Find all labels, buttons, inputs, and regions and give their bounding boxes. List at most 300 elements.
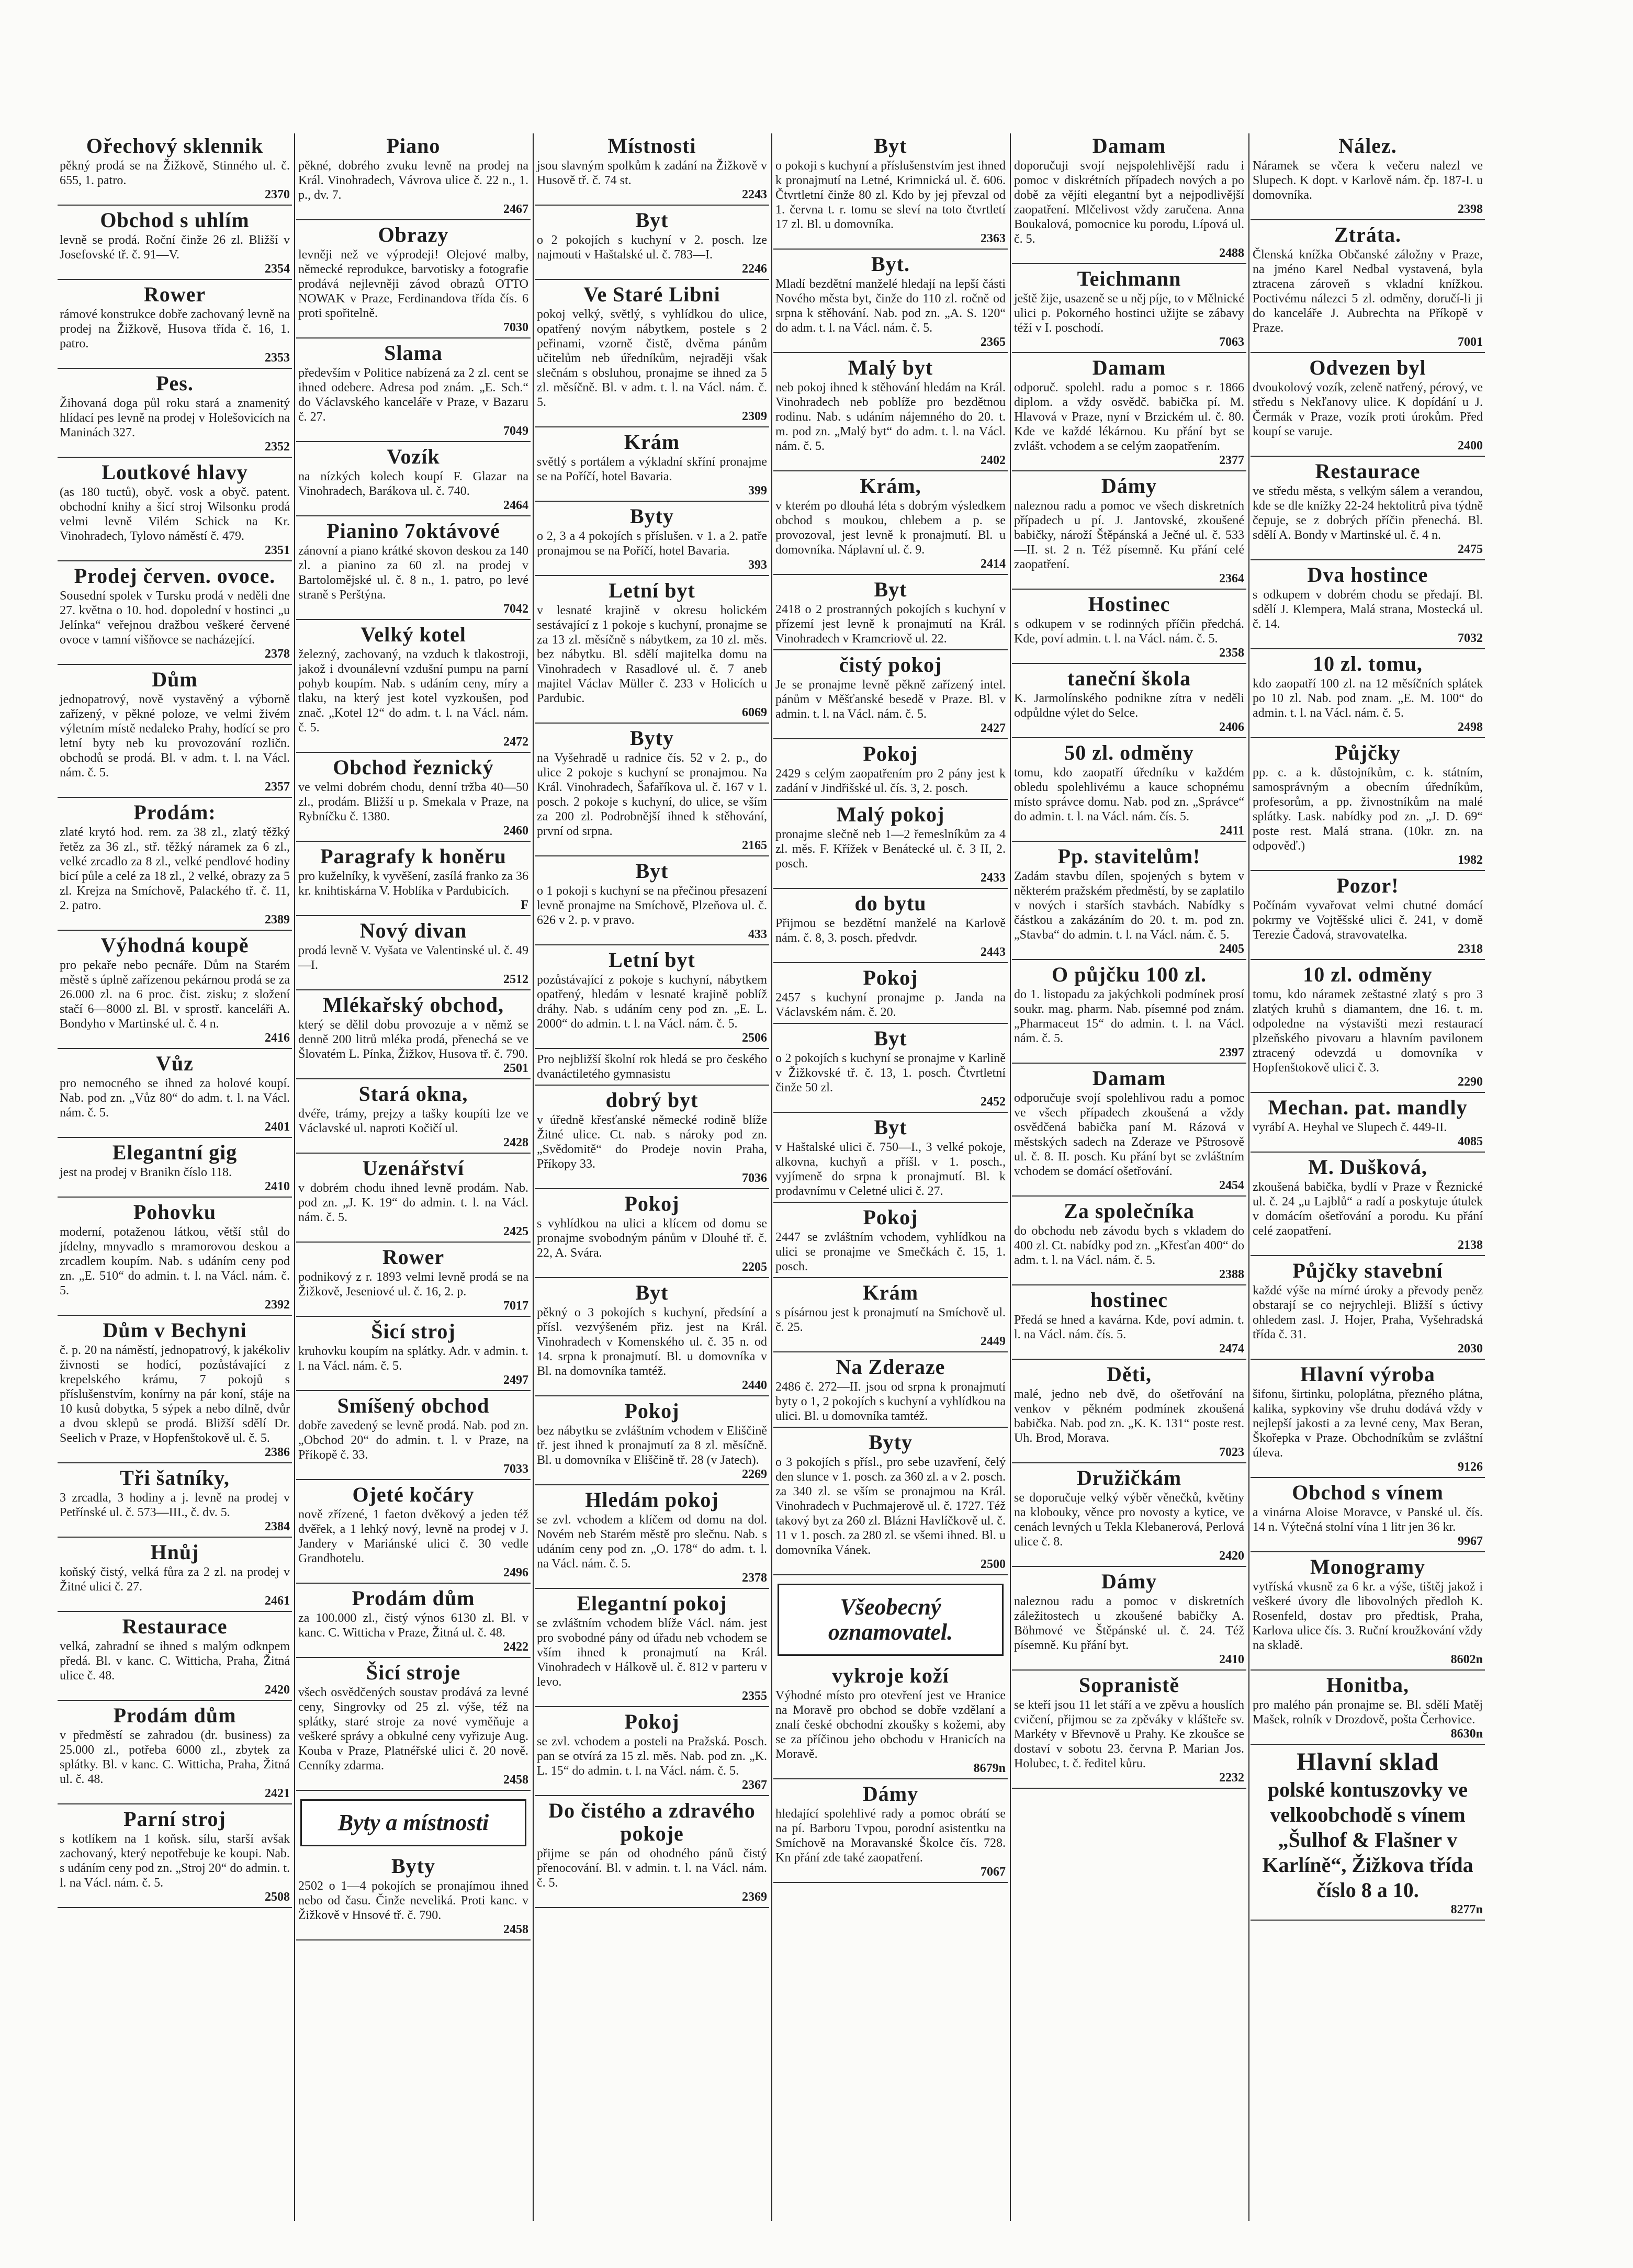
classified-ad bbox=[296, 756, 531, 842]
classified-ad bbox=[1251, 563, 1485, 649]
ad-heading: Rower bbox=[382, 1245, 445, 1269]
classified-ad bbox=[296, 1082, 531, 1154]
ad-heading: Obchod s vínem bbox=[1292, 1481, 1444, 1504]
ad-code: 2030 bbox=[1458, 1342, 1483, 1356]
classified-ad bbox=[1251, 356, 1485, 457]
ad-text: 2429 s celým zaopatřením pro 2 pány jest k zadání v Jindřišské ul. čís. 3, 2. posch. bbox=[775, 767, 1006, 795]
ad-code: 2269 bbox=[742, 1468, 767, 1481]
ad-text: pro pekaře nebo pecnáře. Dům na Starém městě s úplně zařízenou pekárnou prodá se za 26.000 zl. na 6 proc. čist. zisku; z složení stačí 6—8000 zl. Bl. v sprostř. kanceláři A. Bondyho v Martinské ul. č. 4 n. bbox=[60, 958, 290, 1031]
ad-text: přijme se pán od ohodného pánů čistý přenocování. Bl. v admin. t. l. na Václ. nám. č. 5. bbox=[537, 1847, 767, 1890]
ad-text: rámové konstrukce dobře zachovaný levně na prodej na Žižkově, Husova třída č. 16, 1. patro. bbox=[60, 308, 290, 351]
ad-text: Předá se hned a kavárna. Kde, poví admin. t. l. na Václ. nám. čís. 5. bbox=[1014, 1313, 1244, 1341]
ad-heading: Byt. bbox=[871, 252, 910, 276]
ad-text: doporučuji svojí nejspolehlivější radu i pomoc v diskrétních případech nových a po době za vějíti elegantní byt a nejpodlivější zaopatření. Mlčelivost vždy zaručena. Anna Boukalová, pomocnice ku porodu, Lípová ul. č. 5. bbox=[1014, 159, 1244, 246]
ad-code: F bbox=[521, 898, 528, 912]
ad-heading: Prodám: bbox=[133, 800, 216, 824]
classified-ad bbox=[1251, 223, 1485, 353]
ad-heading: Honitba, bbox=[1326, 1673, 1410, 1697]
ad-text: o 1 pokoji s kuchyní se na přečinou přesazení levně pronajme na Smíchově, Plzeňova ul. č. 626 v 2. p. v pravo. bbox=[537, 884, 767, 927]
ad-heading: Letní byt bbox=[609, 948, 695, 972]
ad-text: pěkné, dobrého zvuku levně na prodej na Král. Vinohradech, Vávrova ulice č. 22 n., 1. p., dv. 7. bbox=[298, 159, 528, 202]
ad-heading: Paragrafy k honěru bbox=[320, 844, 506, 868]
ad-heading: Dům bbox=[152, 668, 198, 691]
classified-ad bbox=[535, 1281, 769, 1396]
classified-ad bbox=[1251, 652, 1485, 738]
classified-ad bbox=[1251, 460, 1485, 560]
ad-text: 2418 o 2 prostranných pokojích s kuchyní v přízemí jest levně k pronajmutí na Král. Vinohradech v Kramcriově ul. 22. bbox=[775, 603, 1006, 646]
ad-text: pokoj velký, světlý, s vyhlídkou do ulice, opatřený novým nábytkem, postele s 2 peřinami, vzorně čistě, dvěma pánům učitelům neb úředníkům, nejraději však slečnám s obsluhou, pronajme se ihned za 5 zl. měsíčně. Bl. v adm. t. l. na Václ. nám. č. 5. bbox=[537, 308, 767, 409]
ad-text: odporuč. spolehl. radu a pomoc s r. 1866 diplom. a vždy osvědč. babička pí. M. Hlavová v Praze, nyní v Brzickém ul. č. 80. Kde ve každé lékárnou. Ku přání byt se zvlášt. vchodem a se celým zaopatřením. bbox=[1014, 381, 1244, 453]
ad-heading: Obchod s uhlím bbox=[100, 208, 250, 232]
ad-code: 2440 bbox=[742, 1379, 767, 1392]
ad-text: levně se prodá. Roční činže 26 zl. Bližší v Josefovské tř. č. 91—V. bbox=[60, 233, 290, 262]
ad-code: 7017 bbox=[503, 1299, 528, 1313]
classified-ad bbox=[535, 860, 769, 945]
ad-code: 2449 bbox=[981, 1335, 1006, 1348]
ad-code: 7030 bbox=[503, 321, 528, 334]
ad-text: do 1. listopadu za jakýchkoli podmínek prosí soukr. mag. pharm. Nab. písemné pod znám. „Pharmaceut 15“ do admin. t. l. na Václ. nám. č. 5. bbox=[1014, 988, 1244, 1045]
classified-ad bbox=[1251, 1259, 1485, 1360]
ad-heading: Výhodná koupě bbox=[100, 933, 249, 957]
ad-text: levněji než ve výprodeji! Olejové malby, německé reprodukce, barvotisky a fotografie prodává nejlevněji závod obrazů OTTO NOWAK v Praze, Ferdinandova třída čís. 6 proti spořitelně. bbox=[298, 248, 528, 320]
classified-ad bbox=[58, 668, 292, 798]
ad-heading: Hnůj bbox=[150, 1540, 199, 1564]
classified-ad bbox=[296, 1394, 531, 1480]
ad-code: 2414 bbox=[981, 557, 1006, 571]
ad-text: jest na prodej v Branikn číslo 118. bbox=[60, 1166, 232, 1179]
ad-code: 2358 bbox=[1219, 646, 1244, 660]
ad-text: (as 180 tuctů), obyč. vosk a obyč. patent. obchodní knihy a šicí stroj Wilsonku prodá velmi levně Vilém Schick na Kr. Vinohradech, Tylovo náměstí č. 479. bbox=[60, 486, 290, 543]
ad-heading: Piano bbox=[386, 134, 441, 157]
ad-heading: Pokoj bbox=[863, 1205, 918, 1229]
classified-ad bbox=[773, 803, 1008, 889]
ad-heading: vykroje koží bbox=[832, 1664, 949, 1687]
ad-text: vytříská vkusně za 6 kr. a výše, tištěj jakož i veškeré úvory dle libovolných předloh K. Rosenfeld, dostav pro předtisk, Praha, Karlova ulice čís. 3. Ruční kroužkování vždy na skladě. bbox=[1253, 1580, 1483, 1652]
classified-ad bbox=[58, 134, 292, 206]
classified-ad bbox=[1251, 963, 1485, 1093]
ad-heading: Prodám dům bbox=[352, 1586, 475, 1610]
ad-code: 2388 bbox=[1219, 1268, 1244, 1281]
ad-code: 2425 bbox=[503, 1225, 528, 1238]
classified-ad bbox=[58, 372, 292, 458]
classified-ad bbox=[58, 283, 292, 369]
classified-ad bbox=[1012, 356, 1246, 471]
ad-text: pronajme slečně neb 1—2 řemeslníkům za 4 zl. měs. F. Křížek v Benátecké ul. č. 3 II, 2. posch. bbox=[775, 828, 1006, 871]
ad-text: bez nábytku se zvláštním vchodem v Eliščině tř. jest ihned k pronajmutí za 8 zl. měsíčně. Bl. u domovníka v Eliščině tř. 28 (v Jatech). bbox=[537, 1424, 767, 1467]
classified-ad bbox=[1012, 1289, 1246, 1360]
ad-heading: Elegantní pokoj bbox=[577, 1592, 727, 1615]
ad-text: neb pokoj ihned k stěhování hledám na Král. Vinohradech neb poblíže pro bezdětnou rodinu. Nab. s udáním nájemného do 20. t. m. pod zn. „Malý byt“ do adm. t. l. na Václ. nám. č. 5. bbox=[775, 381, 1006, 453]
ad-text: se doporučuje velký výběr věnečků, květiny na klobouky, věnce pro novosty a kytice, ve cenách levných u Tekla Klebanerová, Perlová ulice č. 8. bbox=[1014, 1491, 1244, 1549]
classified-ad bbox=[58, 1541, 292, 1612]
ad-code: 2461 bbox=[265, 1594, 290, 1608]
ad-heading: Obrazy bbox=[378, 223, 449, 246]
ad-code: 2246 bbox=[742, 262, 767, 276]
ad-text: zlaté krytó hod. rem. za 38 zl., zlatý těžký řetěz za 36 zl., stř. těžký náramek za 6 zl., velké zrcadlo za 8 zl., velké pendlové hodiny bicí půle a celé za 18 zl., 2 velké, obrazy za 5 zl. Krejza na Smíchově, Palackého tř. č. 11, 2. patro. bbox=[60, 826, 290, 912]
classified-ad bbox=[1251, 1674, 1485, 1745]
ad-heading: Byt bbox=[874, 1026, 907, 1050]
ad-text: pozůstávající z pokoje s kuchyní, nábytkem opatřený, hledám v lesnaté krajině poblíž dráhy. Nab. s udáním ceny pod zn. „E. L. 2000“ do admin. t. l. na Václ. nám. č. 5. bbox=[537, 973, 767, 1031]
ad-code: 2369 bbox=[742, 1890, 767, 1904]
ad-code: 2357 bbox=[265, 780, 290, 794]
ad-code: 2402 bbox=[981, 454, 1006, 467]
classified-ad bbox=[1012, 1067, 1246, 1197]
column-rule bbox=[294, 133, 295, 2221]
classified-ad bbox=[58, 934, 292, 1049]
classified-ad bbox=[58, 1201, 292, 1316]
classified-ad bbox=[58, 1141, 292, 1198]
ad-heading: Nový divan bbox=[359, 919, 467, 942]
ad-heading: Byty bbox=[391, 1854, 435, 1878]
ad-text: dvoukolový vozík, zeleně natřený, pérový, ve středu s Nekľanovy ulice. K dopídání u J. Čermák v Praze, vozík proti úrokům. Před koupí se varuje. bbox=[1253, 381, 1483, 438]
ad-heading: Pp. stavitelům! bbox=[1057, 844, 1201, 868]
ad-heading: 10 zl. tomu, bbox=[1313, 652, 1423, 675]
ad-text: každé výše na mírné úroky a převody peněz obstarají se co nejrychleji. Bližší s úctivy ohledem zasl. J. Hojer, Praha, Vyšehradská třída č. 31. bbox=[1253, 1284, 1483, 1341]
ad-text: 2447 se zvláštním vchodem, vyhlídkou na ulici se pronajme ve Smečkách č. 15, 1. posch. bbox=[775, 1231, 1006, 1273]
classified-ad bbox=[535, 1400, 769, 1485]
ad-heading: Smíšený obchod bbox=[337, 1394, 490, 1417]
ad-heading: Pokoj bbox=[624, 1192, 680, 1215]
ad-text: Pro nejbližší školní rok hledá se pro českého dvanáctiletého gymnasistu bbox=[537, 1053, 767, 1081]
ad-text: šifonu, širtinku, poloplátna, přezného plátna, kalika, sypkoviny vše druhu dodává vždy v nejlepší jakosti a za levné ceny, Max Beran, Škořepka v Praze. Obchodníkům se zvláštní úleva. bbox=[1253, 1387, 1483, 1460]
ad-text: pěkný prodá se na Žižkově, Stinného ul. č. 655, 1. patro. bbox=[60, 159, 290, 187]
classified-ad bbox=[296, 342, 531, 442]
classified-ad bbox=[535, 1052, 769, 1086]
classified-ad bbox=[773, 356, 1008, 471]
ad-text: prodá levně V. Vyšata ve Valentinské ul. č. 49—I. bbox=[298, 944, 528, 972]
classified-ad bbox=[1251, 1156, 1485, 1256]
ad-text: Sousední spolek v Tursku prodá v neděli dne 27. května o 10. hod. dopolední v hostinci „u Jelínka“ veřejnou dražbou veškeré červené ovoce v tamní višňovce se nacházející. bbox=[60, 589, 290, 647]
ad-text: o 2 pokojích s kuchyní se pronajme v Karlině v Žižkovské tř. č. 13, 1. posch. Čtvrtletní činže 50 zl. bbox=[775, 1052, 1006, 1094]
ad-text: zkoušená babička, bydlí v Praze v Řeznické ul. č. 24 „u Lajblů“ a radí a poskytuje útulek v domácím ošetřování a porodu. Ku přání celé zaopatření. bbox=[1253, 1180, 1483, 1238]
classified-ad bbox=[296, 1157, 531, 1243]
column-2 bbox=[296, 133, 531, 2221]
ad-text: v dobrém chodu ihned levně prodám. Nab. pod zn. „J. K. 19“ do admin. t. l. na Václ. nám. č. 5. bbox=[298, 1181, 528, 1224]
ad-code: 2416 bbox=[265, 1031, 290, 1045]
ad-heading: M. Dušková, bbox=[1308, 1155, 1427, 1179]
classified-ad bbox=[1251, 1363, 1485, 1478]
ad-code: 2506 bbox=[742, 1031, 767, 1045]
ad-code: 2318 bbox=[1458, 942, 1483, 956]
ad-text: 3 zrcadla, 3 hodiny a j. levně na prodej v Petřínské ul. č. 573—III., č. dv. 5. bbox=[60, 1491, 290, 1519]
column-rule bbox=[1010, 133, 1011, 2221]
ad-heading: Krám bbox=[862, 1281, 919, 1304]
ad-heading: hostinec bbox=[1090, 1288, 1168, 1312]
ad-code: 2460 bbox=[503, 824, 528, 838]
ad-code: 399 bbox=[748, 484, 767, 498]
classified-ad bbox=[535, 209, 769, 280]
classified-ad bbox=[773, 966, 1008, 1024]
ad-text: na Vyšehradě u radnice čís. 52 v 2. p., do ulice 2 pokoje s kuchyní se pronajmou. Na Král. Vinohradech, Šafaříkova ul. č. 167 v 1. posch. 2 pokoje s kuchyní, do ulice, se vším za 200 zl. Podrobnější ihned k stěhování, první od srpna. bbox=[537, 751, 767, 838]
ad-heading: Ořechový sklennik bbox=[86, 134, 264, 157]
classified-ad bbox=[773, 1782, 1008, 1883]
ad-code: 2496 bbox=[503, 1566, 528, 1579]
ad-heading: Tři šatníky, bbox=[120, 1466, 230, 1490]
ad-code: 8602n bbox=[1450, 1653, 1483, 1666]
ad-code: 393 bbox=[748, 558, 767, 572]
ad-heading: Restaurace bbox=[122, 1615, 228, 1638]
ad-code: 8679n bbox=[973, 1762, 1006, 1775]
ad-text: za 100.000 zl., čistý výnos 6130 zl. Bl. v kanc. C. Wittichа v Praze, Žitná ul. č. 48. bbox=[298, 1611, 528, 1640]
classified-ad bbox=[535, 579, 769, 724]
ad-heading: Odvezen byl bbox=[1309, 356, 1426, 379]
column-5 bbox=[1012, 133, 1246, 2221]
ad-text: č. p. 20 na náměstí, jednopatrový, k jakékoliv živnosti se hodící, pozůstávající z krepelského krámu, 7 pokojů s příslušenstvím, konírny na pár koní, stáje na 10 kusů dobytka, 5 sýpek a nebo dílně, dvůr a dvou sklepů se prodá. Bližší sdělí Dr. Seelich v Praze, v Hopfenštokově ul. č. 5. bbox=[60, 1344, 290, 1445]
ad-text: velká, zahradní se ihned s malým odknpem předá. Bl. v kanc. C. Witticha, Praha, Žitná ulice č. 48. bbox=[60, 1640, 290, 1683]
ad-heading: Malý pokoj bbox=[836, 803, 945, 826]
ad-code: 2401 bbox=[265, 1120, 290, 1134]
ad-code: 2433 bbox=[981, 871, 1006, 885]
ad-code: 2458 bbox=[503, 1923, 528, 1936]
classified-ad bbox=[535, 283, 769, 427]
ad-heading: Letní byt bbox=[609, 579, 695, 602]
ad-heading: dobrý byt bbox=[605, 1088, 699, 1112]
classified-ad bbox=[296, 623, 531, 753]
ad-heading: Místnosti bbox=[607, 134, 696, 157]
ad-heading: Pohovku bbox=[133, 1200, 217, 1224]
classified-ad bbox=[1251, 134, 1485, 220]
ad-heading: Pes. bbox=[156, 371, 194, 395]
classified-ad bbox=[1251, 1555, 1485, 1671]
classified-ad bbox=[58, 1052, 292, 1138]
ad-code: 2464 bbox=[503, 499, 528, 512]
ad-heading: Pokoj bbox=[624, 1399, 680, 1423]
classified-ad bbox=[58, 209, 292, 280]
ad-code: 2205 bbox=[742, 1260, 767, 1274]
ad-text: železný, zachovaný, na vzduch k tlakostroji, jakož i dvounálevní vzdušní pumpu na parní pohyb koupím. Nab. s udáním ceny, míry a tlaku, na který jest kotel vyzkoušen, pod znač. „Kotel 12“ do adm. t. l. na Václ. nám. č. 5. bbox=[298, 648, 528, 735]
classified-ad bbox=[296, 919, 531, 990]
classified-ad bbox=[773, 1206, 1008, 1278]
ad-code: 2370 bbox=[265, 188, 290, 201]
ad-code: 2138 bbox=[1458, 1238, 1483, 1252]
ad-text: jednopatrový, nově vystavěný a výborně zařízený, v pěkné poloze, ve velmi živém výletním místě nedaleko Prahy, hodící se pro letní byty neb ku provozování rozličn. obchodů se prodá. Bl. v adm. t. l. na Václ. nám. č. 5. bbox=[60, 693, 290, 780]
ad-text: se zvl. vchodem a klíčem od domu na dol. Novém neb Starém městě pro slečnu. Nab. s udáním ceny pod zn. „O. 178“ do adm. t. l. na Václ. nám. č. 5. bbox=[537, 1513, 767, 1571]
classified-ad bbox=[1012, 267, 1246, 353]
ad-heading: O půjčku 100 zl. bbox=[1051, 963, 1207, 986]
classified-ad bbox=[535, 1799, 769, 1908]
ad-heading: Dámy bbox=[1101, 474, 1157, 498]
column-rule bbox=[771, 133, 772, 2221]
ad-text: nově zřízené, 1 faeton dvěkový a jeden též dvěřek, a 1 lehký nový, levně na prodej v J. Jandery v Mariánské ulici č. 30 vedle Grandhotelu. bbox=[298, 1508, 528, 1565]
classified-ad bbox=[535, 134, 769, 206]
ad-text: naleznou radu a pomoc v diskretních záležitostech u zkoušené babičky A. Böhmové ve Štěpánské ul. č. 24. Též písemně. Ku přání byt. bbox=[1014, 1595, 1244, 1652]
ad-heading: Dámy bbox=[1101, 1570, 1157, 1593]
ad-heading: Družičkám bbox=[1076, 1466, 1182, 1490]
ad-text: se kteří jsou 11 let stáří a ve zpěvu a houslích cvičení, přijmou se za zpěváky v klášteře sv. Markéty v Břevnově u Prahy. Ke zkoušce se dostaví v sobotu 23. června P. Marian Jos. Holubec, t. č. ředitel kůru. bbox=[1014, 1698, 1244, 1770]
column-1 bbox=[58, 133, 292, 2221]
ad-code: 2384 bbox=[265, 1520, 290, 1533]
classified-ad bbox=[296, 445, 531, 516]
ad-text: v úředně křesťanské německé rodině blíže Žitné ulice. Ct. nab. s nároky pod zn. „Svědomitě“ do Prodeje novin Praha, Příkopy 33. bbox=[537, 1113, 767, 1171]
ad-code: 2378 bbox=[742, 1571, 767, 1585]
ad-code: 2405 bbox=[1219, 942, 1244, 956]
ad-code: 1982 bbox=[1458, 853, 1483, 867]
ad-text: o 2, 3 a 4 pokojích s příslušen. v 1. a 2. patře pronajmou se na Poříčí, hotel Bavaria. bbox=[537, 529, 767, 558]
ad-code: 2500 bbox=[981, 1558, 1006, 1571]
classified-ad bbox=[1012, 741, 1246, 842]
ad-text: 2486 č. 272—II. jsou od srpna k pronajmutí byty o 1, 2 pokojích s kuchyní a vyhlídkou na ulici. Bl. u domovníka tamtéž. bbox=[775, 1380, 1006, 1423]
ad-code: 433 bbox=[748, 928, 767, 941]
ad-code: 2427 bbox=[981, 721, 1006, 735]
classified-ad bbox=[773, 134, 1008, 250]
classified-ad bbox=[296, 1587, 531, 1658]
ad-text: kruhovku koupím na splátky. Adr. v admin. t. l. na Václ. nám. č. 5. bbox=[298, 1345, 528, 1373]
classified-ad bbox=[535, 1192, 769, 1278]
ad-heading: Stará okna, bbox=[358, 1082, 468, 1105]
ad-heading: Do čistého a zdravého pokoje bbox=[548, 1799, 756, 1845]
ad-code: 2367 bbox=[742, 1778, 767, 1792]
ad-text: pěkný o 3 pokojích s kuchyní, předsíní a přísl. vezvýšeném přiz. jest na Král. Vinohradech v Komenského ul. č. 35 n. od 14. srpna k pronajmutí. Bl. u domovníka v Bl. na domovníka tamtéž. bbox=[537, 1306, 767, 1378]
classified-ad bbox=[535, 1488, 769, 1589]
ad-text: se zvl. vchodem a posteli na Pražská. Posch. pan se otvírá za 15 zl. měs. Nab. pod zn. „K. L. 15“ do admin. t. l. na Václ. nám. č. 5. bbox=[537, 1735, 767, 1778]
ad-heading: Mechan. pat. mandly bbox=[1268, 1096, 1468, 1119]
classified-ad bbox=[296, 520, 531, 620]
ad-text: jsou slavným spolkům k zadání na Žižkově v Husově tř. č. 74 st. bbox=[537, 159, 767, 187]
classified-ad bbox=[535, 727, 769, 856]
ad-text: Zadám stavbu dílen, spojených s bytem v některém pražském předměstí, by se zaplatilo v nových i starších stavbách. Nabídky s částkou a zakázáním do 20. t. m. pod zn. „Stavba“ do admin. t. l. na Václ. nám. č. 5. bbox=[1014, 870, 1244, 942]
ad-heading: Krám bbox=[624, 430, 680, 454]
ad-text: naleznou radu a pomoc ve všech diskretních případech u pí. J. Jantovské, zkoušené babičky, nároží Štěpánská a Ječné ul. č. 533—II. st. 2 n. Též písemně. Ku přání celé zaopatření. bbox=[1014, 499, 1244, 571]
ad-heading: Prodám dům bbox=[113, 1703, 236, 1727]
ad-code: 2406 bbox=[1219, 720, 1244, 734]
ad-heading: Za společníka bbox=[1064, 1199, 1195, 1223]
classified-ad bbox=[296, 1246, 531, 1317]
classified-ad bbox=[58, 1704, 292, 1804]
ad-heading: Vozík bbox=[387, 445, 440, 468]
ad-code: 2392 bbox=[265, 1298, 290, 1312]
ad-heading: Byt bbox=[635, 859, 669, 883]
classified-ad bbox=[1012, 593, 1246, 664]
ad-text: podnikový z r. 1893 velmi levně prodá se na Žižkově, Jeseniové ul. č. 16, 2. p. bbox=[298, 1270, 528, 1299]
ad-heading: Byty bbox=[630, 726, 674, 750]
section-banner: Byty a místnosti bbox=[300, 1799, 526, 1846]
ad-code: 2165 bbox=[742, 839, 767, 852]
ad-code: 9967 bbox=[1458, 1534, 1483, 1548]
classified-ad bbox=[296, 134, 531, 220]
ad-code: 2410 bbox=[1219, 1653, 1244, 1666]
ad-text: s vyhlídkou na ulici a klícem od domu se pronajme svobodným pánům v Dlouhé tř. č. 22, A. Svára. bbox=[537, 1217, 767, 1260]
ad-heading: Pokoj bbox=[624, 1710, 680, 1733]
ad-code: 7032 bbox=[1458, 631, 1483, 645]
ad-code: 2353 bbox=[265, 351, 290, 365]
ad-heading: Damam bbox=[1092, 356, 1166, 379]
ad-text: Je se pronajme levně pěkně zařízený intel. pánům v Měšťanské besedě v Praze. Bl. v admin. t. l. na Václ. nám. č. 5. bbox=[775, 678, 1006, 721]
classified-ad bbox=[773, 1027, 1008, 1113]
ad-text: se zvláštním vchodem blíže Václ. nám. jest pro svobodné pány od úřadu neb vchodem se vším ihned k pronajmutí na Král. Vinohradech v Hálkově ul. č. 812 v parteru v levo. bbox=[537, 1617, 767, 1689]
ad-text: světlý s portálem a výkladní skříní pronajme se na Poříčí, hotel Bavaria. bbox=[537, 455, 767, 483]
ad-heading: čistý pokoj bbox=[839, 653, 942, 676]
ad-code: 8277n bbox=[1450, 1903, 1483, 1916]
ad-heading: 10 zl. odměny bbox=[1303, 963, 1433, 986]
classified-ad bbox=[773, 653, 1008, 739]
ad-heading: Slama bbox=[384, 341, 443, 365]
classified-ad bbox=[296, 845, 531, 916]
ad-heading: Velký kotel bbox=[361, 623, 466, 646]
ad-heading: Ve Staré Libni bbox=[583, 283, 720, 306]
ad-code: 2355 bbox=[742, 1689, 767, 1703]
ad-text: o pokoji s kuchyní a příslušenstvím jest ihned k pronajmutí na Letné, Krimnická ul. č. 606. Čtvrtletní činže 80 zl. Kdo by jej převzal od 1. června t. r. tomu se sleví na toto čtvrtletí 17 zl. Bl. u domovníka. bbox=[775, 159, 1006, 231]
ad-text: do obchodu neb závodu bych s vkladem do 400 zl. Ct. nabídky pod zn. „Křesťan 400“ do adm. t. l. na Václ. nám. č. 5. bbox=[1014, 1224, 1244, 1267]
ad-heading: Hlavní výroba bbox=[1300, 1362, 1435, 1386]
ad-text: v předměstí se zahradou (dr. business) za 25.000 zl., potřeba 6000 zl., zbytek za splátky. Bl. v kanc. C. Witticha, Praha, Žitná ul. č. 48. bbox=[60, 1729, 290, 1786]
ad-heading: Mlékařský obchod, bbox=[323, 993, 504, 1017]
classified-ad bbox=[1012, 1466, 1246, 1567]
ad-text: Přijmou se bezdětní manželé na Karlově nám. č. 8, 3. posch. předvdr. bbox=[775, 917, 1006, 945]
ad-code: 2498 bbox=[1458, 720, 1483, 734]
ad-heading: Byty bbox=[630, 504, 674, 528]
ad-code: 2508 bbox=[265, 1890, 290, 1904]
ad-code: 2290 bbox=[1458, 1075, 1483, 1089]
classified-ad bbox=[773, 578, 1008, 650]
ad-text: na nízkých kolech koupí F. Glazar na Vinohradech, Barákova ul. č. 740. bbox=[298, 470, 528, 498]
ad-text: Mladí bezdětní manželé hledají na lepší části Nového města byt, činže do 110 zl. ročně od srpna k stěhování. Nab. pod zn. „A. S. 120“ do adm. t. l. na Václ. nám. č. 5. bbox=[775, 277, 1006, 335]
ad-text: K. Jarmolínského podnikne zítra v neděli odpůldne výlet do Selce. bbox=[1014, 692, 1244, 720]
ad-heading: Damam bbox=[1092, 1066, 1166, 1090]
ad-heading: Elegantní gig bbox=[112, 1141, 238, 1164]
ad-text: o 2 pokojích s kuchyní v 2. posch. lze najmouti v Haštalské ul. č. 783—I. bbox=[537, 233, 767, 262]
ad-heading: Teichmann bbox=[1077, 267, 1181, 290]
ad-code: 8630n bbox=[1450, 1727, 1483, 1741]
ad-heading: Damam bbox=[1092, 134, 1166, 157]
classified-ad bbox=[58, 461, 292, 561]
ad-heading: Na Zderaze bbox=[836, 1355, 945, 1379]
ad-code: 2309 bbox=[742, 410, 767, 423]
ad-code: 2420 bbox=[1219, 1549, 1244, 1563]
ad-code: 2512 bbox=[503, 973, 528, 986]
ad-text: odporučuje svojí spolehlivou radu a pomoc ve všech případech zkoušená a vždy osvědčená babička paní M. Rázová v městských sadech na Zderaze ve Pštrosově ul. č. 8. II. posch. Ku přání byt se zvláštním vchodem se domácí ošetřování. bbox=[1014, 1091, 1244, 1178]
ad-text: v Haštalské ulici č. 750—I., 3 velké pokoje, alkovna, kuchyň a příšl. v 1. posch., vyjímeně do srpna k pronajmutí. Bl. k prodavnímu v Celetné ulici č. 27. bbox=[775, 1141, 1006, 1198]
ad-heading: Byt bbox=[874, 578, 907, 601]
ad-text: tomu, kdo náramek zeštastné zlatý s pro 3 zlatých kruhů s diamantem, dne 16. t. m. odpoledne na výstavišti mezi restaurací plzeňského pivovaru a hlavním pavilonem ztracený odevzdá u domovníka v Hopfenštokově ulici č. 3. bbox=[1253, 988, 1483, 1075]
ad-text: malé, jedno neb dvě, do ošetřování na venkov v pěkném podmínek zkoušená babička. Nab. pod zn. „K. K. 131“ poste rest. Uh. Brod, Morava. bbox=[1014, 1387, 1244, 1445]
ad-code: 2443 bbox=[981, 945, 1006, 959]
classified-ad bbox=[1251, 1481, 1485, 1552]
ad-code: 2411 bbox=[1220, 824, 1244, 838]
classified-ad bbox=[58, 801, 292, 931]
classified-ad bbox=[58, 1808, 292, 1908]
classified-ad bbox=[773, 1116, 1008, 1203]
ad-text: koňský čistý, velká fůra za 2 zl. na prodej v Žitné ulici č. 27. bbox=[60, 1565, 290, 1594]
ad-heading: Pokoj bbox=[863, 742, 918, 765]
classified-ad bbox=[296, 994, 531, 1079]
ad-code: 2488 bbox=[1219, 246, 1244, 260]
ad-code: 2400 bbox=[1458, 439, 1483, 453]
ad-text: pro kuželníky, k vyvěšení, zasílá franko za 36 kr. knihtiskárna V. Hoblíka v Pardubicích. bbox=[298, 870, 528, 898]
column-4 bbox=[773, 133, 1008, 2221]
classified-ad bbox=[1251, 874, 1485, 960]
ad-code: 2377 bbox=[1219, 454, 1244, 467]
ad-code: 2475 bbox=[1458, 543, 1483, 556]
ad-heading: Byty bbox=[869, 1430, 913, 1454]
ad-text: s kotlíkem na 1 koňsk. sílu, starší avšak zachovaný, který nepotřebuje ke koupi. Nab. s udáním ceny pod zn. „Stroj 20“ do admin. t. l. na Václ. nám. č. 5. bbox=[60, 1832, 290, 1890]
ad-code: 2363 bbox=[981, 232, 1006, 245]
ad-heading: Hlavní sklad bbox=[1296, 1748, 1439, 1776]
ad-heading: Loutkové hlavy bbox=[102, 460, 248, 484]
ad-text: pro malého pán pronajme se. Bl. sdělí Matěj Mašek, rolník v Drozdově, pošta Čerhovice. bbox=[1253, 1698, 1483, 1727]
classified-ad bbox=[773, 1431, 1008, 1575]
ad-code: 7067 bbox=[981, 1865, 1006, 1879]
ad-code: 2474 bbox=[1219, 1342, 1244, 1356]
classified-ad bbox=[535, 505, 769, 576]
ad-heading: Dva hostince bbox=[1307, 563, 1428, 586]
classified-ad bbox=[535, 949, 769, 1049]
classified-ad bbox=[58, 1466, 292, 1538]
ad-code: 9126 bbox=[1458, 1460, 1483, 1474]
ad-heading: Ojeté kočáry bbox=[352, 1483, 475, 1506]
ad-code: 2243 bbox=[742, 188, 767, 201]
ad-heading: Prodej červen. ovoce. bbox=[74, 564, 276, 588]
ad-text: pro nemocného se ihned za holové koupí. Nab. pod zn. „Vůz 80“ do adm. t. l. na Václ. nám. č. 5. bbox=[60, 1077, 290, 1120]
